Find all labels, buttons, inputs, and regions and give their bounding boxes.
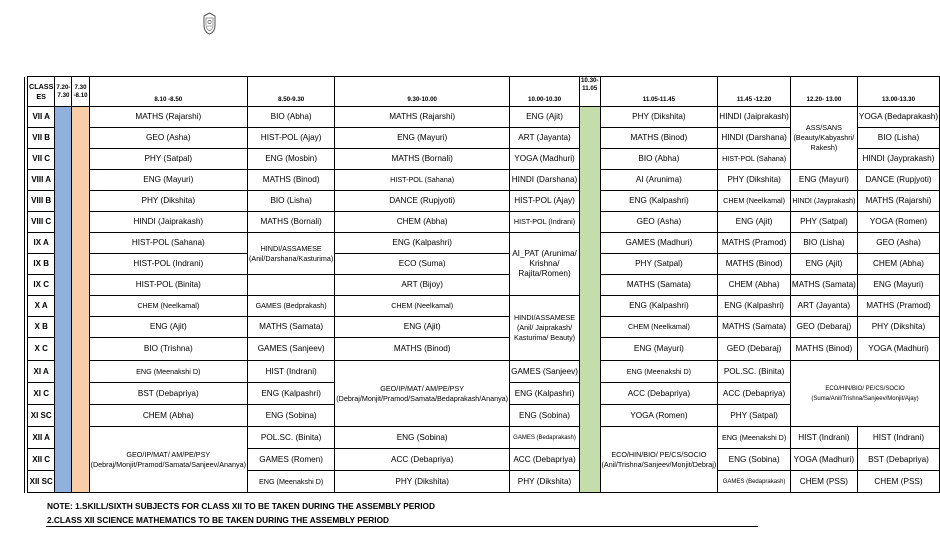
period-cell: CHEM (Neelkamal): [600, 317, 718, 338]
period-cell: PHY (Satpal): [790, 212, 857, 233]
period-cell: MATHS (Binod): [248, 170, 335, 191]
period-cell: ECO (Suma): [335, 254, 510, 275]
period-cell: GAMES (Bedaprakash): [718, 471, 791, 493]
table-row: [25, 254, 940, 275]
period-cell: HIST-POL (Binita): [89, 275, 247, 296]
period-cell: YOGA (Madhuri): [510, 149, 580, 170]
period-cell: PHY (Dikshita): [510, 471, 580, 493]
period-cell: ART (Bijoy): [335, 275, 510, 296]
class-cell: IX C: [28, 275, 55, 296]
period-cell: DANCE (Rupjyoti): [857, 170, 939, 191]
period-cell: BIO (Abha): [248, 107, 335, 128]
period-cell: GEO (Asha): [857, 233, 939, 254]
period-cell: HINDI (Darshana): [510, 170, 580, 191]
period-cell: BIO (Abha): [600, 149, 718, 170]
period-cell: BIO (Lisha): [857, 128, 939, 149]
period-cell: ENG (Ajit): [718, 212, 791, 233]
class-cell: VIII C: [28, 212, 55, 233]
slot-header: 10.30-11.05: [579, 77, 600, 107]
table-row: [25, 107, 940, 128]
class-cell: IX B: [28, 254, 55, 275]
period-cell: CHEM (Neelkamal): [89, 296, 247, 317]
period-cell: CHEM (Abha): [89, 405, 247, 427]
period-cell: GAMES (Bedprakash): [248, 296, 335, 317]
note-line-2: 2.CLASS XII SCIENCE MATHEMATICS TO BE TAKEN DURING THE ASSEMBLY PERIOD: [47, 515, 390, 525]
period-cell: ART (Jayanta): [510, 128, 580, 149]
period-cell: ENG (Mayuri): [600, 338, 718, 361]
class-cell: X B: [28, 317, 55, 338]
period-cell: BIO (Lisha): [248, 191, 335, 212]
period-cell: GAMES (Madhuri): [600, 233, 718, 254]
period-cell: MATHS (Binod): [335, 338, 510, 361]
period-cell: YOGA (Madhuri): [857, 338, 939, 361]
slot-header: 7.30 -8.10: [72, 77, 89, 107]
slot-header: 12.20- 13.00: [790, 77, 857, 107]
class-header: CLASS ES: [28, 77, 55, 107]
period-cell: PHY (Satpal): [718, 405, 791, 427]
period-cell: HIST-POL (Sahana): [718, 149, 791, 170]
period-cell-merged: ECO/HIN/BIO/ PE/CS/SOCIO (Anil/Trishna/Sanjeev/Monjit/Debraj): [600, 427, 718, 493]
period-cell: YOGA (Bedaprakash): [857, 107, 939, 128]
period-cell: ENG (Ajit): [89, 317, 247, 338]
slot-header: 10.00-10.30: [510, 77, 580, 107]
slot-header: 8.50-9.30: [248, 77, 335, 107]
period-cell: GEO (Debaraj): [718, 338, 791, 361]
slot-header: 9.30-10.00: [335, 77, 510, 107]
class-cell: VII A: [28, 107, 55, 128]
period-cell-merged: ECO/HIN/BIO/ PE/CS/SOCIO (Suma/Anil/Trishna/Sanjeev/Monjit/Ajay): [790, 361, 939, 427]
period-cell: CHEM (Abha): [857, 254, 939, 275]
period-cell: ACC (Debapriya): [510, 449, 580, 471]
period-cell: CHEM (Abha): [718, 275, 791, 296]
period-cell: ENG (Kalpashri): [718, 296, 791, 317]
class-cell: VIII A: [28, 170, 55, 191]
period-cell: ENG (Mayuri): [790, 170, 857, 191]
period-cell: DANCE (Rupjyoti): [335, 191, 510, 212]
period-cell: MATHS (Samata): [600, 275, 718, 296]
period-cell: GAMES (Romen): [248, 449, 335, 471]
period-cell: HINDI (Darshana): [718, 128, 791, 149]
period-cell: PHY (Dikshita): [335, 471, 510, 493]
period-cell: GEO (Debaraj): [790, 317, 857, 338]
period-cell: YOGA (Romen): [857, 212, 939, 233]
period-cell: BIO (Lisha): [790, 233, 857, 254]
period-cell: HIST-POL (Indrani): [510, 212, 580, 233]
period-cell: ACC (Debapriya): [600, 383, 718, 405]
period-cell-merged: HINDI/ASSAMESE (Anil/ Jaiprakash/ Kasturima/ Beauty): [510, 296, 580, 361]
period-cell: ENG (Sobina): [248, 405, 335, 427]
period-cell: ENG (Sobina): [335, 427, 510, 449]
period-cell: PHY (Dikshita): [718, 170, 791, 191]
period-cell: YOGA (Romen): [600, 405, 718, 427]
school-crest-icon: [201, 12, 218, 35]
period-cell: GAMES (Sanjeev): [248, 338, 335, 361]
period-cell-merged: GEO/IP/MAT/ AM/PE/PSY (Debraj/Monjit/Pramod/Samata/Bedaprakash/Ananya): [335, 361, 510, 427]
table-row: [25, 296, 940, 317]
period-cell: HIST-POL (Sahana): [335, 170, 510, 191]
period-cell: GEO (Asha): [600, 212, 718, 233]
class-cell: VII B: [28, 128, 55, 149]
period-cell: ENG (Mayuri): [857, 275, 939, 296]
period-cell: HIST (Indrani): [790, 427, 857, 449]
class-cell: XII SC: [28, 471, 55, 493]
period-cell: MATHS (Rajarshi): [857, 191, 939, 212]
period-cell: MATHS (Samata): [718, 317, 791, 338]
period-cell: MATHS (Bornali): [335, 149, 510, 170]
slot-header: 13.00-13.30: [857, 77, 939, 107]
period-cell: AI (Arunima): [600, 170, 718, 191]
period-cell: HIST-POL (Ajay): [248, 128, 335, 149]
period-cell: BST (Debapriya): [89, 383, 247, 405]
table-row: [25, 361, 940, 383]
period-cell: CHEM (Neelkamal): [335, 296, 510, 317]
period-cell: MATHS (Rajarshi): [335, 107, 510, 128]
period-cell: ENG (Ajit): [790, 254, 857, 275]
timetable: [24, 76, 940, 493]
period-cell: HINDI (Jaiprakash): [718, 107, 791, 128]
period-cell: GEO (Asha): [89, 128, 247, 149]
class-cell: VIII B: [28, 191, 55, 212]
period-cell: BST (Debapriya): [857, 449, 939, 471]
period-cell: ACC (Debapriya): [718, 383, 791, 405]
table-row: [25, 275, 940, 296]
period-cell: MATHS (Bornali): [248, 212, 335, 233]
period-cell: MATHS (Rajarshi): [89, 107, 247, 128]
period-cell: GAMES (Sanjeev): [510, 361, 580, 383]
period-cell: POL.SC. (Binita): [248, 427, 335, 449]
period-cell: PHY (Dikshita): [600, 107, 718, 128]
class-cell: XI A: [28, 361, 55, 383]
period-cell: ENG (Sobina): [718, 449, 791, 471]
period-cell: PHY (Dikshita): [857, 317, 939, 338]
period-cell: HINDI (Jayprakash): [790, 191, 857, 212]
period-cell: MATHS (Samata): [790, 275, 857, 296]
period-cell: ENG (Kalpashri): [600, 191, 718, 212]
class-cell: XII A: [28, 427, 55, 449]
slot-header: 11.45 -12.20: [718, 77, 791, 107]
period-cell: POL.SC. (Binita): [718, 361, 791, 383]
period-cell: CHEM (PSS): [790, 471, 857, 493]
first-period-column: [72, 107, 89, 493]
period-cell: ACC (Debapriya): [335, 449, 510, 471]
table-row: [25, 338, 940, 361]
period-cell: ENG (Ajit): [510, 107, 580, 128]
period-cell: HIST-POL (Sahana): [89, 233, 247, 254]
slot-header: 7.20-7.30: [55, 77, 72, 107]
class-cell: XII C: [28, 449, 55, 471]
period-cell: GAMES (Bedaprakash): [510, 427, 580, 449]
note-line-1: NOTE: 1.SKILL/SIXTH SUBJECTS FOR CLASS XII TO BE TAKEN DURING THE ASSEMBLY PERIOD: [47, 501, 436, 511]
period-cell: MATHS (Binod): [718, 254, 791, 275]
period-cell: PHY (Dikshita): [89, 191, 247, 212]
period-cell: HIST (Indrani): [857, 427, 939, 449]
period-cell: HINDI (Jaiprakash): [89, 212, 247, 233]
period-cell-merged: AI_PAT (Arunima/ Krishna/ Rajita/Romen): [510, 233, 580, 296]
period-cell: MATHS (Pramod): [857, 296, 939, 317]
period-cell: ENG (Mayuri): [335, 128, 510, 149]
assembly-column: [55, 107, 72, 493]
period-cell-merged: HINDI/ASSAMESE (Anil/Darshana/Kasturima): [248, 233, 335, 275]
period-cell: MATHS (Pramod): [718, 233, 791, 254]
period-cell: ART (Jayanta): [790, 296, 857, 317]
period-cell: ENG (Meenakshi D): [600, 361, 718, 383]
period-cell: ENG (Kalpashri): [510, 383, 580, 405]
period-cell: ENG (Meenakshi D): [718, 427, 791, 449]
class-cell: IX A: [28, 233, 55, 254]
class-cell: XI SC: [28, 405, 55, 427]
period-cell: CHEM (Neelkamal): [718, 191, 791, 212]
slot-header: 11.05-11.45: [600, 77, 718, 107]
period-cell: CHEM (PSS): [857, 471, 939, 493]
bottom-rule: [46, 526, 758, 527]
table-row: [25, 427, 940, 449]
break-column: [579, 107, 600, 493]
period-cell: ENG (Sobina): [510, 405, 580, 427]
period-cell: ENG (Mosbin): [248, 149, 335, 170]
class-cell: XI C: [28, 383, 55, 405]
table-row: [25, 170, 940, 191]
table-row: [25, 233, 940, 254]
slot-header: 8.10 -8.50: [89, 77, 247, 107]
table-row: [25, 191, 940, 212]
period-cell: PHY (Satpal): [89, 149, 247, 170]
period-cell: ENG (Meenakshi D): [89, 361, 247, 383]
period-cell: HIST-POL (Indrani): [89, 254, 247, 275]
class-cell: X A: [28, 296, 55, 317]
period-cell: BIO (Trishna): [89, 338, 247, 361]
period-cell-merged: ASS/SANS (Beauty/Kabyashri/ Rakesh): [790, 107, 857, 170]
table-row: [25, 212, 940, 233]
period-cell: HIST-POL (Ajay): [510, 191, 580, 212]
period-cell: MATHS (Binod): [790, 338, 857, 361]
period-cell: ENG (Kalpashri): [335, 233, 510, 254]
class-cell: X C: [28, 338, 55, 361]
period-cell: ENG (Kalpashri): [600, 296, 718, 317]
period-cell: YOGA (Madhuri): [790, 449, 857, 471]
period-cell: [248, 275, 335, 296]
table-row: [25, 317, 940, 338]
period-cell: ENG (Kalpashri): [248, 383, 335, 405]
period-cell: MATHS (Binod): [600, 128, 718, 149]
period-cell: MATHS (Samata): [248, 317, 335, 338]
period-cell: HINDI (Jayprakash): [857, 149, 939, 170]
period-cell: ENG (Meenakshi D): [248, 471, 335, 493]
period-cell: CHEM (Abha): [335, 212, 510, 233]
period-cell: HIST (Indrani): [248, 361, 335, 383]
period-cell: PHY (Satpal): [600, 254, 718, 275]
class-cell: VII C: [28, 149, 55, 170]
period-cell: ENG (Ajit): [335, 317, 510, 338]
period-cell-merged: GEO/IP/MAT/ AM/PE/PSY (Debraj/Monjit/Pramod/Samata/Sanjeev/Ananya): [89, 427, 247, 493]
period-cell: ENG (Mayuri): [89, 170, 247, 191]
